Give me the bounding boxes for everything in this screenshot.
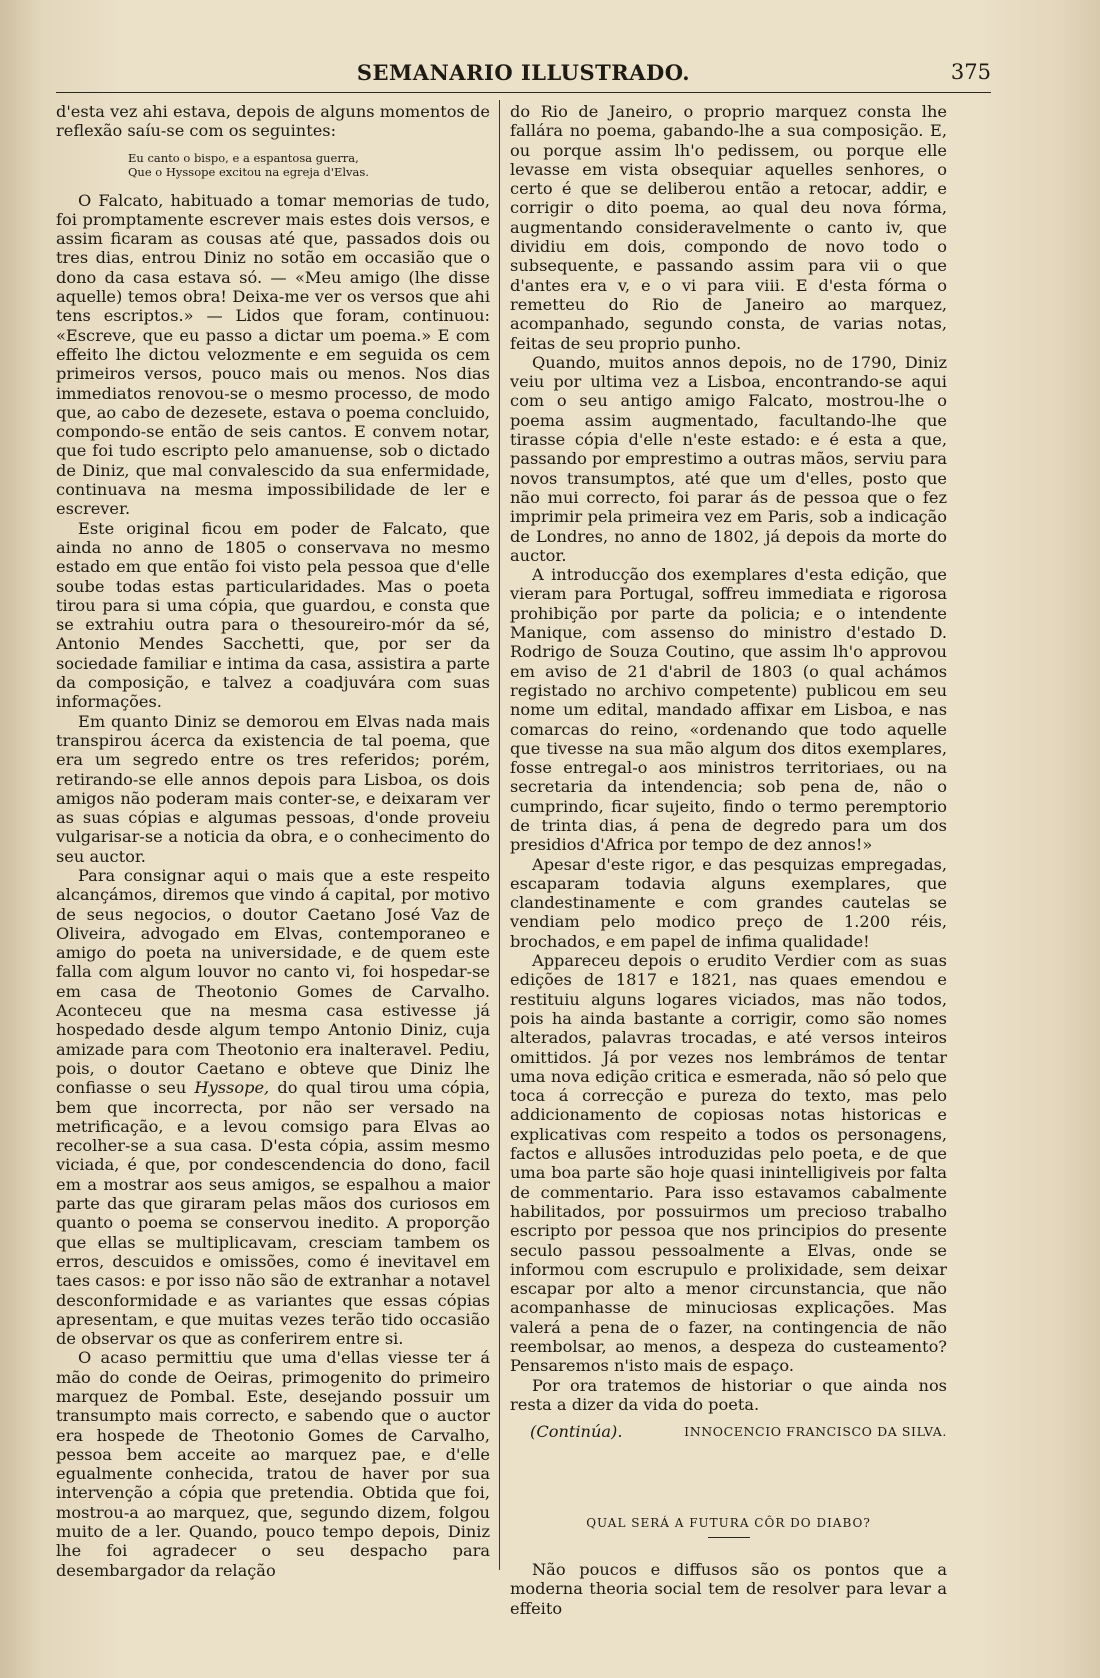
paragraph: Quando, muitos annos depois, no de 1790, Diniz veiu por ultima vez a Lisboa, encontrando-se aqui com o seu antigo amigo Falcato, mostrou-lhe o poema assim augmentado, facultando-lhe que tirasse cópia d'elle n'este estado: e é esta a que, passando por emprestimo a outras mãos, serviu para novos transumptos, até que um d'elles, posto que não mui correcto, foi parar ás de pessoa que o fez imprimir pela primeira vez em Paris, sob a indicação de Londres, no anno de 1802, já depois da morte do auctor. (510, 352, 947, 565)
paragraph: Appareceu depois o erudito Verdier com as suas edições de 1817 e 1821, nas quaes emendou e restituiu alguns logares viciados, mas não todos, pois ha ainda bastante a corrigir, como são nomes alterados, palavras trocadas, e até versos inteiros omittidos. Já por vezes nos lembrámos de tentar uma nova edição critica e esmerada, não só pelo que toca á correcção e pureza do texto, mas pelo addicionamento de copiosas notas historicas e explicativas com respeito a todos os personagens, factos e allusões introduzidas pelo poeta, e de que uma boa parte são hoje quasi inintelligiveis por falta de commentario. Para isso estavamos cabalmente habilitados, por possuirmos um precioso trabalho escripto por pessoa que nos principios do presente seculo passou pessoalmente a Elvas, onde se informou com escrupulo e prolixidade, sem deixar escapar por alto a menor circunstancia, que não acompanhasse de minuciosas explicações. Mas valerá a pena de o fazer, na contingencia de não reembolsar, ao menos, a despeza do custeamento? Pensaremos n'isto mais de espaço. (510, 951, 947, 1376)
text-run: do qual tirou uma cópia, bem que incorrecta, por não ser versado na metrificação, e a levou comsigo para Elvas ao recolher-se a sua casa. D'esta cópia, assim mesmo viciada, é que, por condescendencia do dono, facil em a mostrar aos seus amigos, se espalhou a maior parte das que giraram pelas mãos dos curiosos em quanto o poema se conservou inedito. A proporção que ellas se multiplicavam, cresciam tambem os erros, descuidos e omissões, como é inevitavel em taes casos: e por isso não são de extranhar a notavel desconformidade e as variantes que essas cópias apresentam, e que muitas vezes terão tido occasião de observar os que as conferirem entre si. (56, 1078, 490, 1349)
running-title: SEMANARIO ILLUSTRADO. (356, 60, 691, 85)
paragraph (56, 866, 490, 1348)
verse-quote (128, 151, 490, 179)
left-column (56, 102, 490, 1580)
paragraph: O acaso permittiu que uma d'ellas viesse ter á mão do conde de Oeiras, primogenito do primeiro marquez de Pombal. Este, desejando possuir um transumpto mais correcto, e sabendo que o auctor era hospede de Theotonio Gomes de Carvalho, pessoa bem acceite ao marquez pae, e d'elle egualmente conhecida, tratou de haver por sua intervenção a cópia que pretendia. Obtida que foi, mostrou-a ao marquez, que, segundo dizem, folgou muito de a ler. Quando, pouco tempo depois, Diniz lhe foi agradecer o seu despacho para desembargador da relação (56, 1348, 490, 1580)
right-column (510, 102, 947, 1618)
paragraph: d'esta vez ahi estava, depois de alguns momentos de reflexão saíu-se com os seguintes: (56, 102, 490, 141)
paragraph: Apesar d'este rigor, e das pesquizas empregadas, escaparam todavia alguns exemplares, que clandestinamente e com grandes cautelas se vendiam pelo modico preço de 1.200 réis, brochados, e em papel de infima qualidade! (510, 854, 947, 951)
paragraph: Por ora tratemos de historiar o que ainda nos resta a dizer da vida do poeta. (510, 1375, 947, 1414)
text-run: Para consignar aqui o mais que a este respeito alcançámos, diremos que vindo á capital, por motivo de seus negocios, o doutor Caetano José Vaz de Oliveira, advogado em Elvas, contemporaneo e amigo do poeta na universidade, e de quem este falla com algum louvor no canto vi, foi hospedar-se em casa de Theotonio Gomes de Carvalho. Aconteceu que na mesma casa estivesse já hospedado desde algum tempo Antonio Diniz, cuja amizade para com Theotonio era inalteravel. Pediu, pois, o doutor Caetano e obteve que Diniz lhe confiasse o seu (56, 865, 490, 1098)
page-number: 375 (950, 60, 991, 84)
page-header (56, 56, 991, 93)
paragraph: Este original ficou em poder de Falcato, que ainda no anno de 1805 o conservava no mesmo estado em que então foi visto pela pessoa que d'elle soube todas estas particularidades. Mas o poeta tirou para si uma cópia, que guardou, e consta que se extrahiu outra para o thesoureiro-mór da sé, Antonio Mendes Sacchetti, que, por ser da sociedade familiar e intima da casa, assistira a parte da composição, e talvez a coadjuvára com suas informações. (56, 518, 490, 712)
signature-block (510, 1422, 947, 1442)
book-title-italic: Hyssope, (194, 1078, 270, 1098)
article-title: QUAL SERÁ A FUTURA CÔR DO DIABO? (586, 1515, 871, 1530)
verse-line: Eu canto o bispo, e a espantosa guerra, (128, 150, 359, 165)
paragraph: do Rio de Janeiro, o proprio marquez consta lhe fallára no poema, gabando-lhe a sua composição. E, ou porque assim lh'o pedissem, ou porque elle levasse em vista obsequiar aquelles senhores, o certo é que se deliberou então a retocar, addir, e corrigir o dito poema, ao qual deu nova fórma, augmentando consideravelmente o canto iv, que dividiu em dois, compondo de novo todo o subsequente, e passando assim para vii o que d'antes era v, e o vi para viii. E d'esta fórma o remetteu do Rio de Janeiro ao marquez, acompanhado, segundo consta, de varias notas, feitas de seu proprio punho. (510, 102, 947, 353)
paragraph: Não poucos e diffusos são os pontos que a moderna theoria social tem de resolver para levar a effeito (510, 1560, 947, 1618)
paragraph: Em quanto Diniz se demorou em Elvas nada mais transpirou ácerca da existencia de tal poema, que era um segredo entre os tres referidos; porém, retirando-se elle annos depois para Lisboa, os dois amigos não poderam mais conter-se, e deixaram ver as suas cópias e algumas pessoas, d'onde proveiu vulgarisar-se a noticia da obra, e o conhecimento do seu auctor. (56, 711, 490, 866)
continua-note: (Continúa). (530, 1422, 623, 1442)
author-signature: INNOCENCIO FRANCISCO DA SILVA. (684, 1424, 947, 1440)
column-divider (499, 100, 500, 1570)
paragraph: O Falcato, habituado a tomar memorias de tudo, foi promptamente escrever mais estes dois versos, e assim ficaram as cousas até que, passados dois ou tres dias, entrou Diniz no sotão em occasião que o dono da casa estava só. — «Meu amigo (lhe disse aquelle) temos obra! Deixa-me ver os versos que ahi tens escriptos.» — Lidos que foram, continuou: «Escreve, que eu passo a dictar um poema.» E com effeito lhe dictou velozmente e em seguida os cem primeiros versos, pouco mais ou menos. Nos dias immediatos renovou-se o mesmo processo, de modo que, ao cabo de dezesete, estava o poema concluido, compondo-se então de seis cantos. E convem notar, que foi tudo escripto pelo amanuense, sob o dictado de Diniz, que mal convalescido da sua enfermidade, continuava na mesma impossibilidade de ler e escrever. (56, 190, 490, 519)
verse-line: Que o Hyssope excitou na egreja d'Elvas. (128, 164, 369, 179)
title-rule (708, 1537, 750, 1538)
paragraph: A introducção dos exemplares d'esta edição, que vieram para Portugal, soffreu immediata e rigorosa prohibição por parte da policia; e o intendente Manique, com assenso do ministro d'estado D. Rodrigo de Souza Coutino, que assim lh'o approvou em aviso de 21 d'abril de 1803 (o qual achámos registado no archivo competente) publicou em seu nome um edital, mandado affixar em Lisboa, e nas comarcas do reino, «ordenando que todo aquelle que tivesse na sua mão algum dos ditos exemplares, fosse entregal-o aos ministros territoriaes, ou na secretaria da intendencia; sob pena de, não o cumprindo, ficar sujeito, findo o termo peremptorio de trinta dias, á pena de degredo para um dos presidios d'Africa por tempo de dez annos!» (510, 565, 947, 855)
